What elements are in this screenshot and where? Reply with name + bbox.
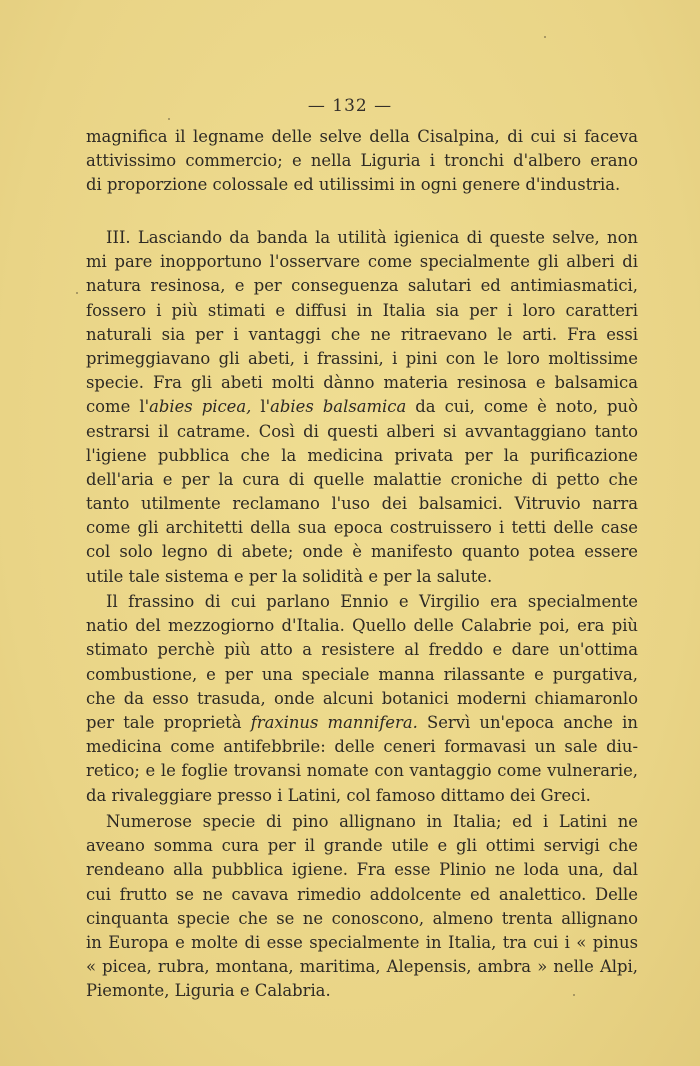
scan-speck [168,118,170,120]
scan-speck [544,36,546,38]
text-line: III. Lasciando da banda la utilità igienica di queste selve, non [106,228,638,247]
paragraph-4 [86,810,638,1004]
text-line: di proporzione colossale ed utilissimi in ogni genere d'industria. [86,175,621,195]
text-line: Il frassino di cui parlano Ennio e Virgilio era specialmente [106,592,638,611]
text-line: specie. Fra gli abeti molti dànno materia resinosa e balsamica [86,373,638,393]
text-line: natio del mezzogiorno d'Italia. Quello delle Calabrie poi, era più [86,616,638,636]
text-line: medicina come antifebbrile: delle ceneri formavasi un sale diu- [86,737,638,757]
text-line: mi pare inopportuno l'osservare come specialmente gli alberi di [86,252,638,272]
text-line: aveano somma cura per il grande utile e gli ottimi servigi che [86,836,638,856]
text-line: estrarsi il catrame. Così di questi alberi si avvantaggiano tanto [86,421,638,441]
text-line: fossero i più stimati e diffusi in Italia sia per i loro caratteri [86,300,638,320]
text-line: primeggiavano gli abeti, i frassini, i pini con le loro moltissime [86,348,638,368]
text-line: dell'aria e per la cura di quelle malattie croniche di petto che [86,469,638,489]
text-line: utile tale sistema e per la solidità e per la salute. [86,566,493,586]
text-line: naturali sia per i vantaggi che ne ritraevano le arti. Fra essi [86,324,638,344]
text-line: rendeano alla pubblica igiene. Fra esse Plinio ne loda una, dal [86,860,638,880]
paragraph-1 [86,125,638,198]
text-line: come l'abies picea, l'abies balsamica da cui, come è noto, può [86,397,638,417]
text-line: combustione, e per una speciale manna rilassante e purgativa, [86,664,638,684]
scan-speck [76,292,78,294]
text-line: cui frutto se ne cavava rimedio addolcente ed analettico. Delle [86,884,638,904]
text-line: Piemonte, Liguria e Calabria. [86,981,331,1001]
text-line: Numerose specie di pino allignano in Italia; ed i Latini ne [106,812,638,831]
text-line: l'igiene pubblica che la medicina privata per la purificazione [86,445,638,465]
text-line: che da esso trasuda, onde alcuni botanici moderni chiamaronlo [86,688,638,708]
text-line: per tale proprietà fraxinus mannifera. Servì un'epoca anche in [86,712,638,732]
text-line: attivissimo commercio; e nella Liguria i tronchi d'albero erano [86,151,638,171]
page-number: — 132 — [307,96,393,116]
text-line: come gli architetti della sua epoca costruissero i tetti delle case [86,518,638,538]
text-line: da rivaleggiare presso i Latini, col famoso dittamo dei Greci. [86,785,591,805]
text-line: in Europa e molte di esse specialmente in Italia, tra cui i « pinus [86,932,638,952]
text-line: col solo legno di abete; onde è manifesto quanto potea essere [86,542,638,562]
text-line: cinquanta specie che se ne conoscono, almeno trenta allignano [86,908,638,928]
text-line: natura resinosa, e per conseguenza salutari ed antimiasmatici, [86,276,638,296]
text-line: retico; e le foglie trovansi nomate con vantaggio come vulnerarie, [86,761,638,781]
text-line: stimato perchè più atto a resistere al freddo e dare un'ottima [86,640,638,660]
text-line: « picea, rubra, montana, maritima, Alepensis, ambra » nelle Alpi, [86,957,638,977]
paragraph-3 [86,590,638,808]
scan-speck [573,994,575,996]
paragraph-2 [86,226,638,589]
text-line: tanto utilmente reclamano l'uso dei balsamici. Vitruvio narra [86,494,638,514]
text-line: magnifica il legname delle selve della Cisalpina, di cui si faceva [86,127,638,146]
